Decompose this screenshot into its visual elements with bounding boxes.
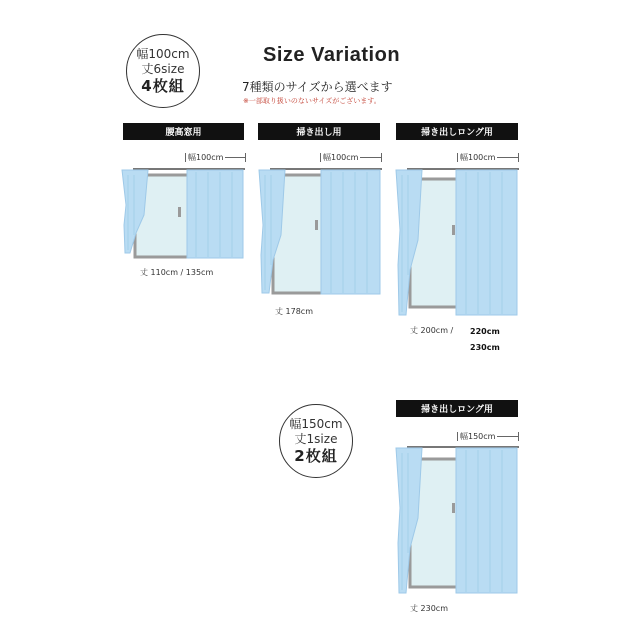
length-text-3c: 230cm xyxy=(470,343,500,352)
curtain-illustration-150 xyxy=(392,443,522,598)
page-note: ※一部取り扱いのないサイズがございます。 xyxy=(243,97,381,105)
panel-label-hakidashi-long-150: 掃き出しロング用 xyxy=(396,400,518,417)
curtain-illustration-hakidashi-long xyxy=(392,165,522,320)
panel-label-koshidaka: 腰高窓用 xyxy=(123,123,244,140)
page-title: Size Variation xyxy=(263,44,401,66)
length-text-3b: 220cm xyxy=(470,327,500,336)
badge-width: 幅100cm xyxy=(136,46,190,61)
length-text-2: 丈 178cm xyxy=(275,307,314,316)
page-subtitle: 7種類のサイズから選べます xyxy=(242,80,393,94)
badge-count: 4枚組 xyxy=(141,76,185,95)
width-measure-3: 幅100cm xyxy=(457,152,519,163)
length-text-3: 丈 200cm / xyxy=(410,326,454,335)
length-text-4: 丈 230cm xyxy=(410,604,449,613)
badge-length: 丈1size xyxy=(294,431,338,446)
panel-label-hakidashi: 掃き出し用 xyxy=(258,123,380,140)
size-badge-2pack xyxy=(279,404,353,478)
panel-label-hakidashi-long: 掃き出しロング用 xyxy=(396,123,518,140)
width-measure-1: 幅100cm xyxy=(185,152,246,163)
width-measure-2: 幅100cm xyxy=(320,152,382,163)
curtain-illustration-hakidashi xyxy=(255,165,385,297)
badge-length: 丈6size xyxy=(141,61,185,76)
length-text-1: 丈 110cm / 135cm xyxy=(140,268,214,277)
badge-width: 幅150cm xyxy=(289,416,343,431)
width-measure-4: 幅150cm xyxy=(457,431,519,442)
badge-count: 2枚組 xyxy=(294,446,338,465)
size-badge-4pack xyxy=(126,34,200,108)
curtain-illustration-koshidaka xyxy=(118,165,248,265)
